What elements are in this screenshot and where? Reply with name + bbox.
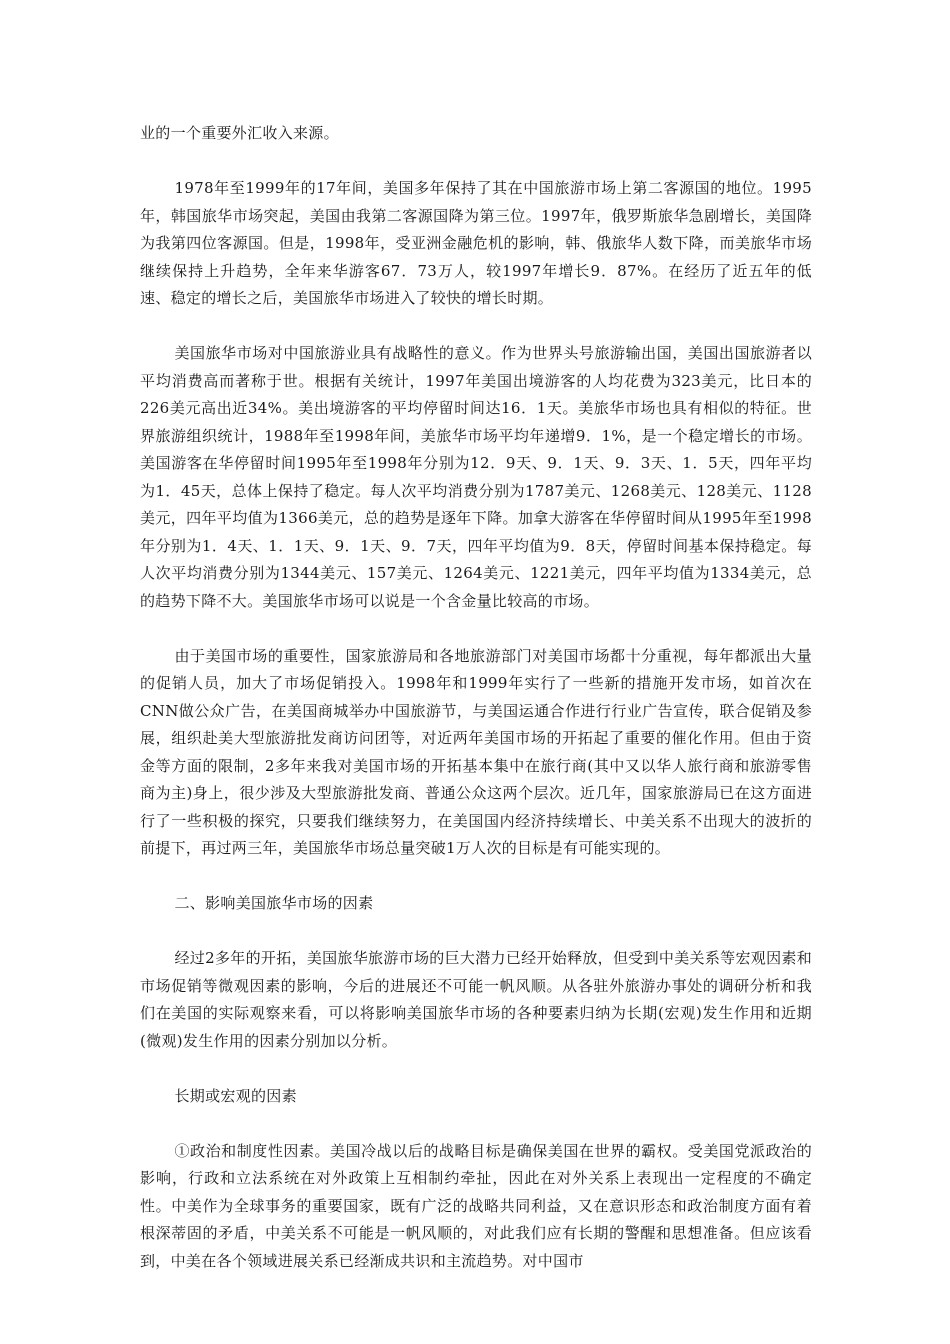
- paragraph-strategic-significance: 美国旅华市场对中国旅游业具有战略性的意义。作为世界头号旅游输出国，美国出国旅游者以平均消费高而著称于世。根据有关统计，1997年美国出境游客的人均花费为323美元，比日本的226美元高出近34%。美出境游客的平均停留时间达16．1天。美旅华市场也具有相似的特征。世界旅游组织统计，1988年至1998年间，美旅华市场平均年递增9．1%，是一个稳定增长的市场。美国游客在华停留时间1995年至1998年分别为12．9天、9．1天、9．3天、1．5天，四年平均为1．45天，总体上保持了稳定。每人次平均消费分别为1787美元、1268美元、128美元、1128美元，四年平均值为1366美元，总的趋势是逐年下降。加拿大游客在华停留时间从1995年至1998年分别为1．4天、1．1天、9．1天、9．7天，四年平均值为9．8天，停留时间基本保持稳定。每人次平均消费分别为1344美元、157美元、1264美元、1221美元，四年平均值为1334美元，总的趋势下降不大。美国旅华市场可以说是一个含金量比较高的市场。: [140, 344, 812, 610]
- subsection-heading-long-term: 长期或宏观的因素: [174, 1086, 297, 1105]
- document-body: [140, 120, 812, 1303]
- paragraph-market-rank: 1978年至1999年的17年间，美国多年保持了其在中国旅游市场上第二客源国的地位。1995年，韩国旅华市场突起，美国由我第二客源国降为第三位。1997年，俄罗斯旅华急剧增长，美国降为我第四位客源国。但是，1998年，受亚洲金融危机的影响，韩、俄旅华人数下降，而美旅华市场继续保持上升趋势，全年来华游客67．73万人，较1997年增长9．87%。在经历了近五年的低速、稳定的增长之后，美国旅华市场进入了较快的增长时期。: [140, 179, 812, 307]
- section-heading-factors: 二、影响美国旅华市场的因素: [174, 894, 374, 912]
- paragraph-political-factors: ①政治和制度性因素。美国冷战以后的战略目标是确保美国在世界的霸权。受美国党派政治的影响，行政和立法系统在对外政策上互相制约牵扯，因此在对外关系上表现出一定程度的不确定性。中美作为全球事务的重要国家，既有广泛的战略共同利益，又在意识形态和政治制度方面有着根深蒂固的矛盾，中美关系不可能是一帆风顺的，对此我们应有长期的警醒和思想准备。但应该看到，中美在各个领域进展关系已经渐成共识和主流趋势。对中国市: [140, 1141, 812, 1270]
- paragraph-promotion: 由于美国市场的重要性，国家旅游局和各地旅游部门对美国市场都十分重视，每年都派出大量的促销人员，加大了市场促销投入。1998年和1999年实行了一些新的措施开发市场，如首次在CNN做公众广告，在美国商城举办中国旅游节，与美国运通合作进行行业广告宣传，联合促销及参展，组织赴美大型旅游批发商访问团等，对近两年美国市场的开拓起了重要的催化作用。但由于资金等方面的限制，2多年来我对美国市场的开拓基本集中在旅行商(其中又以华人旅行商和旅游零售商为主)身上，很少涉及大型旅游批发商、普通公众这两个层次。近几年，国家旅游局已在这方面进行了一些积极的探究，只要我们继续努力，在美国国内经济持续增长、中美关系不出现大的波折的前提下，再过两三年，美国旅华市场总量突破1万人次的目标是有可能实现的。: [140, 646, 812, 857]
- paragraph-factors-overview: 经过2多年的开拓，美国旅华旅游市场的巨大潜力已经开始释放，但受到中美关系等宏观因素和市场促销等微观因素的影响，今后的进展还不可能一帆风顺。从各驻外旅游办事处的调研分析和我们在美国的实际观察来看，可以将影响美国旅华市场的各种要素归纳为长期(宏观)发生作用和近期(微观)发生作用的因素分别加以分析。: [140, 949, 812, 1050]
- paragraph-intro-fragment: 业的一个重要外汇收入来源。: [140, 124, 339, 142]
